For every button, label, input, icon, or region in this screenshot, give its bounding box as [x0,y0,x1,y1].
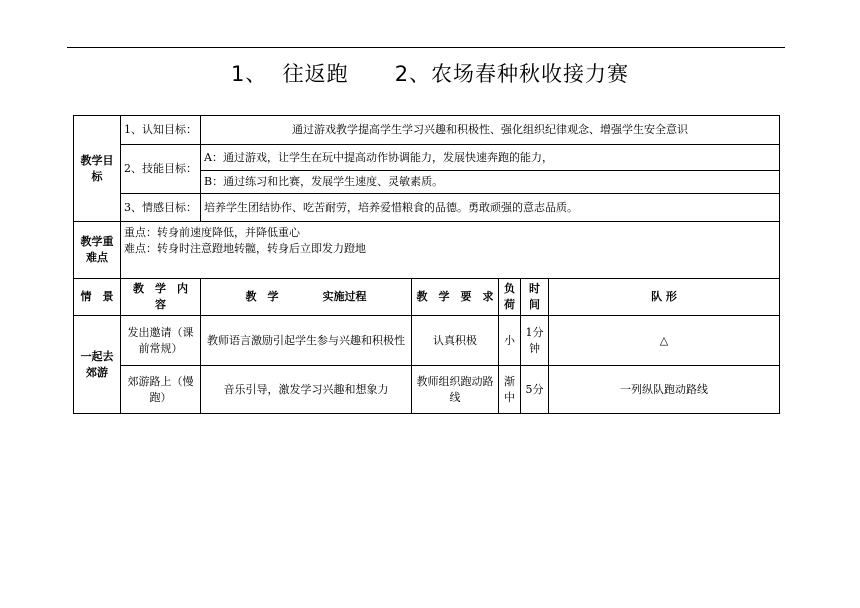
col-requirement: 教 学 要 求 [412,279,499,316]
cognitive-label: 1、认知目标： [121,116,201,145]
row-process: 音乐引导，激发学习兴趣和想象力 [201,366,412,414]
row-load: 小 [499,316,521,366]
col-scenario: 情 景 [74,279,121,316]
col-formation: 队 形 [549,279,780,316]
col-time: 时间 [521,279,549,316]
scenario-cell: 一起去郊游 [74,316,121,414]
lesson-plan-table [73,115,780,414]
cognitive-text: 通过游戏教学提高学生学习兴趣和积极性、强化组织纪律观念、增强学生安全意识 [201,116,780,145]
difficulty-text: 难点：转身时注意蹬地转髋，转身后立即发力蹬地 [124,242,366,255]
top-rule [67,47,785,48]
col-process: 教 学 实施过程 [201,279,412,316]
row-content: 发出邀请（课前常规） [121,316,201,366]
row-time: 5分 [521,366,549,414]
row-time: 1分钟 [521,316,549,366]
skill-label: 2、技能目标： [121,145,201,194]
page-title: 1、 往返跑 2、农场春种秋收接力赛 [230,62,630,86]
key-points-header: 教学重难点 [74,222,121,279]
col-content: 教 学 内 容 [121,279,201,316]
row-requirement: 教师组织跑动路线 [412,366,499,414]
focus-text: 重点：转身前速度降低，并降低重心 [124,226,300,239]
row-process: 教师语言激励引起学生参与兴趣和积极性 [201,316,412,366]
table-row [74,366,780,414]
emotion-label: 3、情感目标： [121,194,201,222]
row-formation: 一列纵队跑动路线 [549,366,780,414]
row-content: 郊游路上（慢 跑） [121,366,201,414]
row-requirement: 认真积极 [412,316,499,366]
skill-a: A：通过游戏，让学生在玩中提高动作协调能力，发展快速奔跑的能力， [201,145,780,171]
objectives-header: 教学目标 [74,116,121,222]
table-row [74,316,780,366]
col-load: 负荷 [499,279,521,316]
formation-triangle-icon: △ [549,316,780,366]
skill-b: B：通过练习和比赛，发展学生速度、灵敏素质。 [201,171,780,194]
key-points-cell [121,222,780,279]
row-load: 渐中 [499,366,521,414]
emotion-text: 培养学生团结协作、吃苦耐劳，培养爱惜粮食的品德。勇敢顽强的意志品质。 [201,194,780,222]
